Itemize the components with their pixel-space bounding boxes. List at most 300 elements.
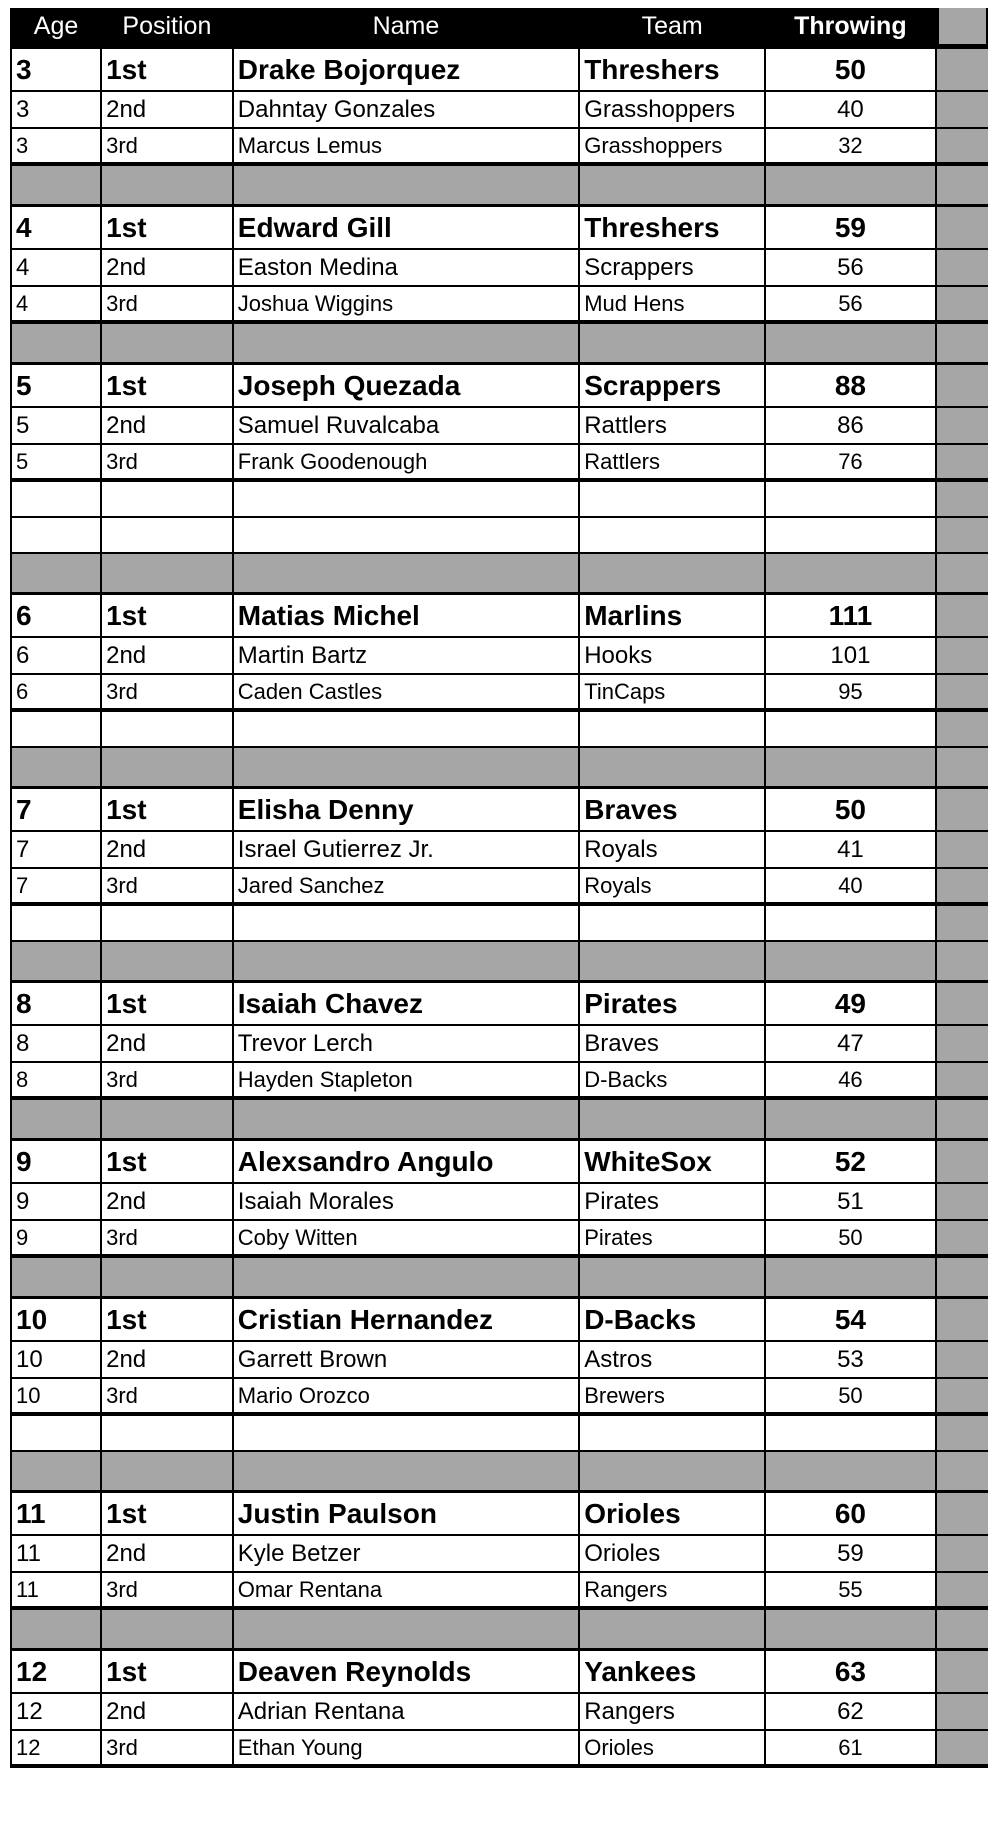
table-row xyxy=(10,786,988,832)
age-cell: 12 xyxy=(12,1731,102,1764)
empty-cell xyxy=(102,1100,234,1138)
position-cell: 2nd xyxy=(102,408,234,443)
table-row xyxy=(10,1490,988,1536)
age-cell: 3 xyxy=(12,129,102,162)
gray-margin-cell xyxy=(937,1379,988,1412)
empty-cell xyxy=(234,1100,580,1138)
table-row xyxy=(10,675,988,712)
empty-cell xyxy=(234,1452,580,1490)
gray-margin-cell xyxy=(937,287,988,320)
age-cell: 6 xyxy=(12,595,102,636)
throwing-cell: 56 xyxy=(766,287,936,320)
name-cell: Jared Sanchez xyxy=(234,869,580,902)
name-cell: Hayden Stapleton xyxy=(234,1063,580,1096)
table-row xyxy=(10,1694,988,1731)
age-cell: 7 xyxy=(12,869,102,902)
empty-cell xyxy=(102,518,234,552)
position-cell: 1st xyxy=(102,595,234,636)
separator-row xyxy=(10,324,988,362)
gray-margin-cell xyxy=(937,638,988,673)
empty-cell xyxy=(766,518,936,552)
name-cell: Coby Witten xyxy=(234,1221,580,1254)
gray-margin-cell xyxy=(937,1651,988,1692)
age-cell: 11 xyxy=(12,1493,102,1534)
gray-margin-cell xyxy=(937,8,989,44)
team-cell: TinCaps xyxy=(580,675,766,708)
gray-margin-cell xyxy=(937,365,988,406)
empty-cell xyxy=(580,1416,766,1450)
name-cell: Trevor Lerch xyxy=(234,1026,580,1061)
throwing-cell: 46 xyxy=(766,1063,936,1096)
position-cell: 3rd xyxy=(102,1379,234,1412)
table-row xyxy=(10,92,988,129)
gray-margin-cell xyxy=(937,983,988,1024)
position-cell: 2nd xyxy=(102,92,234,127)
position-cell: 1st xyxy=(102,1651,234,1692)
name-cell: Samuel Ruvalcaba xyxy=(234,408,580,443)
separator-row xyxy=(10,1100,988,1138)
gray-margin-cell xyxy=(937,1694,988,1729)
team-cell: Orioles xyxy=(580,1536,766,1571)
empty-cell xyxy=(580,1610,766,1648)
gray-margin-cell xyxy=(937,1452,988,1490)
throwing-cell: 40 xyxy=(766,869,936,902)
throwing-cell: 88 xyxy=(766,365,936,406)
team-cell: Pirates xyxy=(580,1184,766,1219)
throwing-cell: 50 xyxy=(766,789,936,830)
empty-cell xyxy=(12,482,102,516)
empty-cell xyxy=(580,748,766,786)
empty-cell xyxy=(12,906,102,940)
team-cell: Astros xyxy=(580,1342,766,1377)
empty-cell xyxy=(580,712,766,746)
empty-cell xyxy=(766,1416,936,1450)
throwing-cell: 53 xyxy=(766,1342,936,1377)
gray-margin-cell xyxy=(937,554,988,592)
throwing-cell: 40 xyxy=(766,92,936,127)
throwing-cell: 95 xyxy=(766,675,936,708)
age-cell: 11 xyxy=(12,1573,102,1606)
empty-cell xyxy=(234,1416,580,1450)
empty-cell xyxy=(580,942,766,980)
name-cell: Marcus Lemus xyxy=(234,129,580,162)
name-cell: Dahntay Gonzales xyxy=(234,92,580,127)
empty-cell xyxy=(12,748,102,786)
age-cell: 11 xyxy=(12,1536,102,1571)
position-cell: 1st xyxy=(102,789,234,830)
team-cell: Pirates xyxy=(580,1221,766,1254)
gray-margin-cell xyxy=(937,408,988,443)
throwing-cell: 60 xyxy=(766,1493,936,1534)
position-cell: 3rd xyxy=(102,287,234,320)
empty-cell xyxy=(234,1258,580,1296)
empty-cell xyxy=(234,482,580,516)
gray-margin-cell xyxy=(937,906,988,940)
name-cell: Ethan Young xyxy=(234,1731,580,1764)
table-row xyxy=(10,287,988,324)
position-cell: 1st xyxy=(102,49,234,90)
table-row xyxy=(10,250,988,287)
age-cell: 8 xyxy=(12,983,102,1024)
empty-cell xyxy=(766,1100,936,1138)
gray-margin-cell xyxy=(937,129,988,162)
age-cell: 5 xyxy=(12,445,102,478)
header-name: Name xyxy=(234,8,580,44)
blank-row xyxy=(10,1416,988,1452)
empty-cell xyxy=(102,1416,234,1450)
gray-margin-cell xyxy=(937,1221,988,1254)
team-cell: D-Backs xyxy=(580,1299,766,1340)
throwing-cell: 62 xyxy=(766,1694,936,1729)
empty-cell xyxy=(766,1452,936,1490)
header-age: Age xyxy=(12,8,102,44)
throwing-cell: 76 xyxy=(766,445,936,478)
empty-cell xyxy=(12,1100,102,1138)
throwing-cell: 49 xyxy=(766,983,936,1024)
header-throwing: Throwing xyxy=(766,8,936,44)
empty-cell xyxy=(12,1610,102,1648)
position-cell: 3rd xyxy=(102,445,234,478)
empty-cell xyxy=(580,324,766,362)
separator-row xyxy=(10,748,988,786)
empty-cell xyxy=(102,942,234,980)
team-cell: Royals xyxy=(580,869,766,902)
empty-cell xyxy=(102,554,234,592)
blank-row xyxy=(10,712,988,748)
throwing-cell: 101 xyxy=(766,638,936,673)
team-cell: Rattlers xyxy=(580,445,766,478)
team-cell: Rattlers xyxy=(580,408,766,443)
gray-margin-cell xyxy=(937,1610,988,1648)
empty-cell xyxy=(766,942,936,980)
team-cell: Rangers xyxy=(580,1694,766,1729)
table-row xyxy=(10,638,988,675)
gray-margin-cell xyxy=(937,832,988,867)
age-cell: 10 xyxy=(12,1299,102,1340)
team-cell: Pirates xyxy=(580,983,766,1024)
table-row xyxy=(10,204,988,250)
team-cell: Royals xyxy=(580,832,766,867)
gray-margin-cell xyxy=(937,49,988,90)
position-cell: 1st xyxy=(102,1299,234,1340)
name-cell: Caden Castles xyxy=(234,675,580,708)
age-cell: 4 xyxy=(12,287,102,320)
age-cell: 6 xyxy=(12,638,102,673)
throwing-cell: 50 xyxy=(766,1379,936,1412)
age-cell: 9 xyxy=(12,1184,102,1219)
empty-cell xyxy=(12,1416,102,1450)
empty-cell xyxy=(234,1610,580,1648)
name-cell: Drake Bojorquez xyxy=(234,49,580,90)
team-cell: Hooks xyxy=(580,638,766,673)
throwing-cell: 47 xyxy=(766,1026,936,1061)
name-cell: Mario Orozco xyxy=(234,1379,580,1412)
gray-margin-cell xyxy=(937,942,988,980)
age-cell: 8 xyxy=(12,1026,102,1061)
name-cell: Omar Rentana xyxy=(234,1573,580,1606)
age-cell: 12 xyxy=(12,1694,102,1729)
name-cell: Cristian Hernandez xyxy=(234,1299,580,1340)
empty-cell xyxy=(234,518,580,552)
position-cell: 3rd xyxy=(102,129,234,162)
name-cell: Edward Gill xyxy=(234,207,580,248)
name-cell: Matias Michel xyxy=(234,595,580,636)
gray-margin-cell xyxy=(937,789,988,830)
table-row xyxy=(10,1573,988,1610)
age-cell: 12 xyxy=(12,1651,102,1692)
gray-margin-cell xyxy=(937,712,988,746)
gray-margin-cell xyxy=(937,1573,988,1606)
separator-row xyxy=(10,554,988,592)
empty-cell xyxy=(580,518,766,552)
table-row xyxy=(10,445,988,482)
team-cell: D-Backs xyxy=(580,1063,766,1096)
separator-row xyxy=(10,166,988,204)
gray-margin-cell xyxy=(937,207,988,248)
position-cell: 2nd xyxy=(102,1184,234,1219)
throwing-cell: 56 xyxy=(766,250,936,285)
age-cell: 8 xyxy=(12,1063,102,1096)
table-row xyxy=(10,1342,988,1379)
age-cell: 7 xyxy=(12,789,102,830)
team-cell: Grasshoppers xyxy=(580,129,766,162)
gray-margin-cell xyxy=(937,1416,988,1450)
empty-cell xyxy=(102,1610,234,1648)
empty-cell xyxy=(102,712,234,746)
empty-cell xyxy=(580,166,766,204)
empty-cell xyxy=(12,166,102,204)
team-cell: Orioles xyxy=(580,1493,766,1534)
position-cell: 2nd xyxy=(102,1536,234,1571)
age-cell: 10 xyxy=(12,1342,102,1377)
empty-cell xyxy=(12,712,102,746)
gray-margin-cell xyxy=(937,1299,988,1340)
empty-cell xyxy=(234,942,580,980)
name-cell: Martin Bartz xyxy=(234,638,580,673)
age-cell: 4 xyxy=(12,250,102,285)
gray-margin-cell xyxy=(937,445,988,478)
team-cell: WhiteSox xyxy=(580,1141,766,1182)
empty-cell xyxy=(12,518,102,552)
empty-cell xyxy=(766,554,936,592)
age-cell: 5 xyxy=(12,365,102,406)
throwing-cell: 63 xyxy=(766,1651,936,1692)
blank-row xyxy=(10,906,988,942)
gray-margin-cell xyxy=(937,595,988,636)
gray-margin-cell xyxy=(937,1731,988,1764)
gray-margin-cell xyxy=(937,1342,988,1377)
name-cell: Joshua Wiggins xyxy=(234,287,580,320)
empty-cell xyxy=(234,324,580,362)
throwing-cell: 54 xyxy=(766,1299,936,1340)
empty-cell xyxy=(234,554,580,592)
team-cell: Scrappers xyxy=(580,365,766,406)
name-cell: Easton Medina xyxy=(234,250,580,285)
position-cell: 1st xyxy=(102,207,234,248)
position-cell: 2nd xyxy=(102,638,234,673)
table-header xyxy=(10,8,988,46)
table-row xyxy=(10,1026,988,1063)
empty-cell xyxy=(766,1258,936,1296)
throwing-cell: 59 xyxy=(766,1536,936,1571)
position-cell: 1st xyxy=(102,365,234,406)
team-cell: Scrappers xyxy=(580,250,766,285)
age-cell: 7 xyxy=(12,832,102,867)
gray-margin-cell xyxy=(937,869,988,902)
name-cell: Adrian Rentana xyxy=(234,1694,580,1729)
table-body xyxy=(10,46,988,1768)
table-row xyxy=(10,1648,988,1694)
table-row xyxy=(10,1221,988,1258)
team-cell: Threshers xyxy=(580,49,766,90)
empty-cell xyxy=(234,712,580,746)
blank-row xyxy=(10,518,988,554)
name-cell: Joseph Quezada xyxy=(234,365,580,406)
name-cell: Deaven Reynolds xyxy=(234,1651,580,1692)
team-cell: Orioles xyxy=(580,1731,766,1764)
table-row xyxy=(10,1063,988,1100)
table-row xyxy=(10,1731,988,1768)
table-row xyxy=(10,592,988,638)
position-cell: 3rd xyxy=(102,869,234,902)
gray-margin-cell xyxy=(937,748,988,786)
name-cell: Frank Goodenough xyxy=(234,445,580,478)
throwing-cell: 111 xyxy=(766,595,936,636)
name-cell: Isaiah Chavez xyxy=(234,983,580,1024)
team-cell: Grasshoppers xyxy=(580,92,766,127)
separator-row xyxy=(10,1452,988,1490)
throwing-cell: 55 xyxy=(766,1573,936,1606)
empty-cell xyxy=(12,554,102,592)
empty-cell xyxy=(12,324,102,362)
table-row xyxy=(10,362,988,408)
header-position: Position xyxy=(102,8,234,44)
name-cell: Garrett Brown xyxy=(234,1342,580,1377)
position-cell: 2nd xyxy=(102,1694,234,1729)
throwing-cell: 52 xyxy=(766,1141,936,1182)
name-cell: Alexsandro Angulo xyxy=(234,1141,580,1182)
empty-cell xyxy=(102,482,234,516)
name-cell: Israel Gutierrez Jr. xyxy=(234,832,580,867)
age-cell: 9 xyxy=(12,1221,102,1254)
table-row xyxy=(10,408,988,445)
name-cell: Kyle Betzer xyxy=(234,1536,580,1571)
throwing-cell: 41 xyxy=(766,832,936,867)
results-table xyxy=(10,8,988,1768)
position-cell: 1st xyxy=(102,1141,234,1182)
empty-cell xyxy=(766,324,936,362)
throwing-cell: 86 xyxy=(766,408,936,443)
team-cell: Yankees xyxy=(580,1651,766,1692)
empty-cell xyxy=(580,1258,766,1296)
empty-cell xyxy=(580,1100,766,1138)
empty-cell xyxy=(234,166,580,204)
position-cell: 3rd xyxy=(102,1731,234,1764)
separator-row xyxy=(10,1258,988,1296)
empty-cell xyxy=(102,748,234,786)
age-cell: 9 xyxy=(12,1141,102,1182)
gray-margin-cell xyxy=(937,324,988,362)
table-row xyxy=(10,1184,988,1221)
table-row xyxy=(10,1296,988,1342)
position-cell: 3rd xyxy=(102,675,234,708)
table-row xyxy=(10,1536,988,1573)
empty-cell xyxy=(766,166,936,204)
name-cell: Justin Paulson xyxy=(234,1493,580,1534)
team-cell: Braves xyxy=(580,1026,766,1061)
throwing-cell: 59 xyxy=(766,207,936,248)
age-cell: 10 xyxy=(12,1379,102,1412)
position-cell: 2nd xyxy=(102,1026,234,1061)
empty-cell xyxy=(12,942,102,980)
empty-cell xyxy=(766,748,936,786)
throwing-cell: 50 xyxy=(766,49,936,90)
age-cell: 3 xyxy=(12,49,102,90)
empty-cell xyxy=(12,1258,102,1296)
gray-margin-cell xyxy=(937,1063,988,1096)
separator-row xyxy=(10,942,988,980)
empty-cell xyxy=(580,1452,766,1490)
throwing-cell: 32 xyxy=(766,129,936,162)
empty-cell xyxy=(766,906,936,940)
team-cell: Brewers xyxy=(580,1379,766,1412)
team-cell: Rangers xyxy=(580,1573,766,1606)
gray-margin-cell xyxy=(937,250,988,285)
empty-cell xyxy=(766,1610,936,1648)
team-cell: Marlins xyxy=(580,595,766,636)
empty-cell xyxy=(102,906,234,940)
name-cell: Isaiah Morales xyxy=(234,1184,580,1219)
position-cell: 1st xyxy=(102,983,234,1024)
gray-margin-cell xyxy=(937,166,988,204)
empty-cell xyxy=(102,324,234,362)
table-row xyxy=(10,46,988,92)
gray-margin-cell xyxy=(937,1536,988,1571)
table-row xyxy=(10,1138,988,1184)
position-cell: 3rd xyxy=(102,1573,234,1606)
team-cell: Threshers xyxy=(580,207,766,248)
empty-cell xyxy=(102,1452,234,1490)
name-cell: Elisha Denny xyxy=(234,789,580,830)
position-cell: 2nd xyxy=(102,1342,234,1377)
empty-cell xyxy=(580,906,766,940)
empty-cell xyxy=(766,482,936,516)
empty-cell xyxy=(234,906,580,940)
gray-margin-cell xyxy=(937,1184,988,1219)
gray-margin-cell xyxy=(937,1026,988,1061)
empty-cell xyxy=(580,554,766,592)
position-cell: 2nd xyxy=(102,250,234,285)
empty-cell xyxy=(234,748,580,786)
gray-margin-cell xyxy=(937,1493,988,1534)
table-row xyxy=(10,1379,988,1416)
throwing-cell: 50 xyxy=(766,1221,936,1254)
gray-margin-cell xyxy=(937,1141,988,1182)
blank-row xyxy=(10,482,988,518)
team-cell: Braves xyxy=(580,789,766,830)
gray-margin-cell xyxy=(937,518,988,552)
empty-cell xyxy=(12,1452,102,1490)
age-cell: 6 xyxy=(12,675,102,708)
gray-margin-cell xyxy=(937,675,988,708)
age-cell: 5 xyxy=(12,408,102,443)
header-team: Team xyxy=(580,8,766,44)
table-row xyxy=(10,129,988,166)
gray-margin-cell xyxy=(937,92,988,127)
empty-cell xyxy=(102,1258,234,1296)
age-cell: 4 xyxy=(12,207,102,248)
position-cell: 3rd xyxy=(102,1221,234,1254)
